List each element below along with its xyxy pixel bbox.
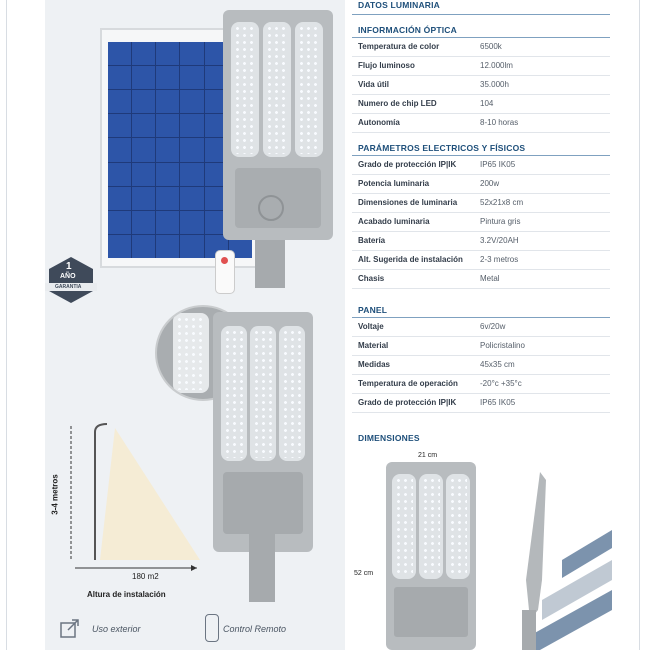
spec-value: 12.000lm	[480, 61, 513, 70]
spec-row	[358, 114, 610, 132]
warranty-badge	[45, 255, 97, 305]
spec-value: 3.2V/20AH	[480, 236, 519, 245]
remote-control-icon	[205, 614, 219, 642]
outdoor-use-caption: Uso exterior	[92, 624, 141, 634]
spec-label: Batería	[358, 236, 386, 245]
product-image-area	[45, 0, 345, 650]
street-light-image-main	[213, 312, 313, 552]
dimensions-drawing	[354, 452, 612, 650]
spec-value: IP65 IK05	[480, 160, 516, 169]
install-area-label: 180 m2	[132, 572, 159, 581]
spec-row	[358, 194, 610, 212]
badge-number: 1	[66, 261, 72, 272]
spec-value: 35.000h	[480, 80, 509, 89]
spec-row	[358, 95, 610, 113]
spec-value: 104	[480, 99, 494, 108]
spec-value: 200w	[480, 179, 500, 188]
spec-label: Chasis	[358, 274, 385, 283]
section-title: PANEL	[358, 305, 388, 315]
install-height-label: 3-4 metros	[50, 474, 60, 515]
spec-row	[358, 394, 610, 412]
dim-width-label: 21 cm	[418, 452, 438, 459]
section-title: INFORMACIÓN ÓPTICA	[358, 25, 457, 35]
spec-header-title: DATOS LUMINARIA	[358, 0, 441, 10]
spec-row	[358, 76, 610, 94]
dim-height-label: 52 cm	[354, 570, 374, 577]
spec-label: Dimensiones de luminaria	[358, 198, 458, 207]
spec-label: Grado de protección IP|IK	[358, 398, 457, 407]
spec-label: Numero de chip LED	[358, 99, 437, 108]
spec-label: Medidas	[358, 360, 391, 369]
spec-row	[358, 156, 610, 174]
spec-row	[358, 270, 610, 288]
spec-value: 2-3 metros	[480, 255, 519, 264]
spec-row	[358, 175, 610, 193]
spec-label: Acabado luminaria	[358, 217, 430, 226]
spec-value: 52x21x8 cm	[480, 198, 524, 207]
installation-diagram	[50, 420, 205, 581]
spec-row	[358, 356, 610, 374]
remote-control-caption: Control Remoto	[223, 624, 287, 634]
spec-label: Voltaje	[358, 322, 384, 331]
spec-row	[358, 38, 610, 56]
spec-row	[358, 375, 610, 393]
spec-label: Potencia luminaria	[358, 179, 430, 188]
row-divider	[352, 132, 610, 133]
remote-control-image	[215, 250, 235, 294]
spec-label: Alt. Sugerida de instalación	[358, 255, 463, 264]
street-light-image-top	[223, 10, 333, 240]
spec-value: -20°c +35°c	[480, 379, 522, 388]
dimensions-title: DIMENSIONES	[358, 433, 420, 443]
spec-label: Temperatura de operación	[358, 379, 458, 388]
badge-year: AÑO	[60, 273, 76, 280]
spec-value: 6500k	[480, 42, 502, 51]
spec-value: 45x35 cm	[480, 360, 515, 369]
spec-row	[358, 213, 610, 231]
spec-row	[358, 57, 610, 75]
spec-value: Metal	[480, 274, 500, 283]
spec-label: Vida útil	[358, 80, 389, 89]
spec-value: Policristalino	[480, 341, 525, 350]
spec-value: IP65 IK05	[480, 398, 516, 407]
dimension-lamp-side	[512, 470, 552, 650]
external-use-icon	[60, 618, 80, 638]
spec-row	[358, 232, 610, 250]
spec-label: Autonomía	[358, 118, 400, 127]
install-caption: Altura de instalación	[87, 590, 166, 599]
spec-row	[358, 318, 610, 336]
spec-label: Grado de protección IP|IK	[358, 160, 457, 169]
spec-row	[358, 337, 610, 355]
section-title: PARÁMETROS ELECTRICOS Y FÍSICOS	[358, 143, 526, 153]
row-divider	[352, 412, 610, 413]
spec-row	[358, 251, 610, 269]
dimension-lamp-front	[386, 462, 476, 650]
spec-value: 6v/20w	[480, 322, 506, 331]
spec-label: Flujo luminoso	[358, 61, 415, 70]
spec-label: Temperatura de color	[358, 42, 440, 51]
spec-label: Material	[358, 341, 389, 350]
spec-value: 8-10 horas	[480, 118, 519, 127]
spec-value: Pintura gris	[480, 217, 521, 226]
header-rule	[352, 14, 610, 15]
row-divider	[352, 288, 610, 289]
badge-warranty: GARANTIA	[55, 284, 82, 290]
